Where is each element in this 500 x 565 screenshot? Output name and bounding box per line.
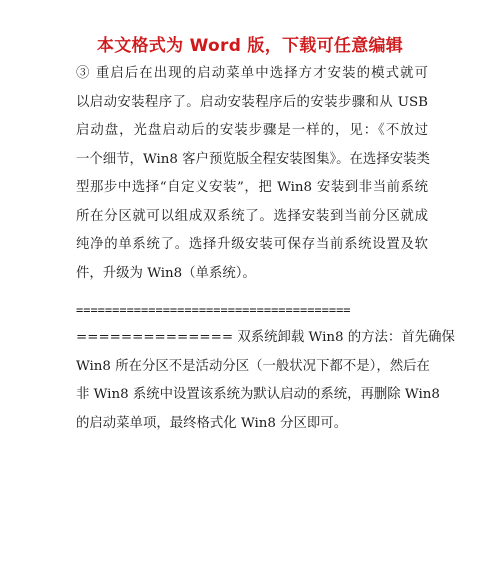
text-line: 启动盘，光盘启动后的安装步骤是一样的，见：《不放过 (76, 123, 428, 138)
text-line: 以启动安装程序了。启动安装程序后的安装步骤和从 USB (76, 94, 428, 110)
paragraph-uninstall-method (76, 296, 455, 438)
text-line: ============== 双系统卸载 Win8 的方法：首先确保 (76, 330, 455, 345)
text-line: Win8 所在分区不是活动分区（一般状况下都不是），然后在 (76, 358, 430, 374)
text-line: 非 Win8 系统中设置该系统为默认启动的系统，再删除 Win8 (76, 387, 440, 402)
paragraph-install-steps (76, 60, 428, 288)
text-line: 的启动菜单项，最终格式化 Win8 分区即可。 (76, 415, 348, 431)
separator-line: ====================================== (76, 303, 351, 317)
text-line: 型那步中选择“自定义安装”，把 Win8 安装到非当前系统 (76, 180, 428, 195)
word-format-banner: 本文格式为 Word 版，下载可任意编辑 (96, 36, 404, 56)
text-line: 件，升级为 Win8（单系统）。 (76, 265, 256, 281)
text-line: 所在分区就可以组成双系统了。选择安装到当前分区就成 (76, 208, 428, 224)
text-line: 一个细节，Win8 客户预览版全程安装图集》。在选择安装类 (76, 151, 430, 167)
text-line: 纯净的单系统了。选择升级安装可保存当前系统设置及软 (76, 237, 428, 252)
text-line: ③ 重启后在出现的启动菜单中选择方才安装的模式就可 (76, 66, 428, 81)
